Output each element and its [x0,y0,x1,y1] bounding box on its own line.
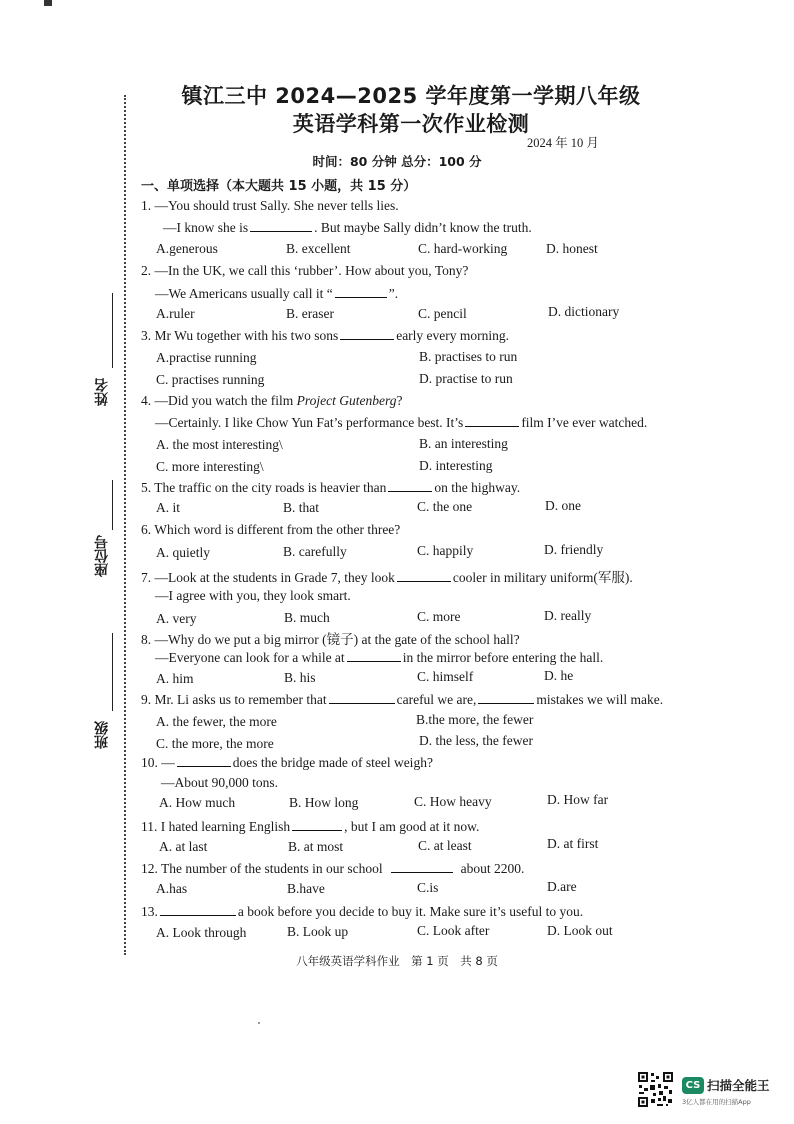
qr-code-icon [637,1071,674,1108]
answer-blank [160,903,236,916]
camscanner-logo-icon: CS [682,1077,704,1094]
q11-line1: 11. I hated learning English , but I am good at it now. [141,819,480,834]
q5-option-c: C. the one [417,499,473,514]
q11-option-d: D. at first [547,836,599,851]
q1-option-d: D. honest [546,241,598,256]
q9-option-a: A. the fewer, the more [156,714,277,729]
answer-blank [292,818,342,831]
class-field [92,633,120,753]
q5-line1: 5. The traffic on the city roads is heavier than on the highway. [141,480,521,495]
exam-title-line2: 英语学科第一次作业检测 [292,112,530,136]
section-title: 一、单项选择（本大题共 15 小题，共 15 分） [141,179,417,194]
q2-option-c: C. pencil [418,306,467,321]
page-footer: 八年级英语学科作业 第 1 页 共 8 页 [296,954,498,968]
q13-option-d: D. Look out [547,923,613,938]
scanner-app-name: 扫描全能王 [707,1078,770,1093]
q1-line2: —I know she is . But maybe Sally didn’t know the truth. [163,220,532,235]
q8-line2: —Everyone can look for a while at in the mirror before entering the hall. [155,650,604,665]
q6-option-b: B. carefully [283,544,347,559]
q4-line1: 4. —Did you watch the film Project Gutenberg? [141,393,403,408]
q4-option-d: D. interesting [419,458,493,473]
q9-option-b: B.the more, the fewer [416,712,534,727]
answer-blank [329,691,395,704]
q5-option-d: D. one [545,498,581,513]
q4-line2: —Certainly. I like Chow Yun Fat’s performance best. It’s film I’ve ever watched. [155,415,648,430]
q12-option-b: B.have [287,881,325,896]
q9-option-d: D. the less, the fewer [419,733,533,748]
name-label: 姓名 [94,378,110,406]
scan-speck [258,1022,260,1024]
q8-line1: 8. —Why do we put a big mirror (镜子) at the gate of the school hall? [141,632,520,647]
q1-option-b: B. excellent [286,241,351,256]
q13-option-c: C. Look after [417,923,490,938]
q3-option-b: B. practises to run [419,349,518,364]
q10-option-c: C. How heavy [414,794,492,809]
answer-blank [347,649,401,662]
q9-option-c: C. the more, the more [156,736,274,751]
q11-option-b: B. at most [288,839,344,854]
name-field [92,293,120,408]
q2-line1: 2. —In the UK, we call this ‘rubber’. How about you, Tony? [141,263,469,278]
q3-line1: 3. Mr Wu together with his two sons early every morning. [141,328,510,343]
answer-blank [465,414,519,427]
seat-field [92,480,120,580]
q6-line1: 6. Which word is different from the other three? [141,522,401,537]
exam-time-score: 时间：80 分钟 总分：100 分 [312,154,482,169]
answer-blank [250,219,312,232]
q1-option-c: C. hard-working [418,241,508,256]
q7-option-b: B. much [284,610,330,625]
binding-dashed-line [124,95,126,955]
q11-option-c: C. at least [418,838,472,853]
q6-option-d: D. friendly [544,542,604,557]
q7-option-a: A. very [156,611,197,626]
answer-blank [478,691,534,704]
q2-line2: —We Americans usually call it “ ”. [155,286,399,301]
answer-blank [340,327,394,340]
seat-label: 座位号 [94,535,110,577]
answer-blank [388,479,432,492]
q7-line2: —I agree with you, they look smart. [155,588,351,603]
q4-option-a: A. the most interesting\ [156,437,283,452]
scanner-app-tagline: 3亿人都在用的扫描App [682,1098,751,1106]
class-write-line [112,633,113,711]
q6-option-c: C. happily [417,543,474,558]
scan-corner-mark [44,0,52,6]
answer-blank [177,754,231,767]
q7-line1: 7. —Look at the students in Grade 7, they look cooler in military uniform(军服). [141,570,633,585]
answer-blank [391,860,453,873]
q10-option-a: A. How much [159,795,236,810]
q10-option-d: D. How far [547,792,609,807]
q5-option-b: B. that [283,500,319,515]
name-write-line [112,293,113,368]
q12-option-c: C.is [417,880,439,895]
q2-option-d: D. dictionary [548,304,620,319]
q9-line1: 9. Mr. Li asks us to remember that careful we are, mistakes we will make. [141,692,664,707]
q8-option-c: C. himself [417,669,474,684]
q3-option-c: C. practises running [156,372,265,387]
q8-option-b: B. his [284,670,316,685]
q3-option-a: A.practise running [156,350,257,365]
q3-option-d: D. practise to run [419,371,513,386]
exam-date: 2024 年 10 月 [527,136,599,150]
q5-option-a: A. it [156,500,181,515]
exam-title-line1: 镇江三中 2024—2025 学年度第一学期八年级 [181,84,641,108]
q13-option-a: A. Look through [156,925,247,940]
q1-option-a: A.generous [156,241,218,256]
q8-option-d: D. he [544,668,574,683]
class-label: 班级 [94,721,110,749]
q13-line1: 13. a book before you decide to buy it. Make sure it’s useful to you. [141,904,584,919]
q1-line1: 1. —You should trust Sally. She never tells lies. [141,198,399,213]
q12-line1: 12. The number of the students in our school about 2200. [141,861,525,876]
q2-option-b: B. eraser [286,306,334,321]
answer-blank [335,285,387,298]
q7-option-d: D. really [544,608,592,623]
seat-write-line [112,480,113,530]
q12-option-d: D.are [547,879,577,894]
q8-option-a: A. him [156,671,194,686]
answer-blank [397,569,451,582]
q6-option-a: A. quietly [156,545,210,560]
q11-option-a: A. at last [159,839,208,854]
q10-option-b: B. How long [289,795,359,810]
q10-line2: —About 90,000 tons. [161,775,279,790]
q12-option-a: A.has [156,881,188,896]
q10-line1: 10. — does the bridge made of steel weigh? [141,755,433,770]
q4-option-b: B. an interesting [419,436,508,451]
q2-option-a: A.ruler [156,306,195,321]
q13-option-b: B. Look up [287,924,349,939]
q7-option-c: C. more [417,609,461,624]
q4-option-c: C. more interesting\ [156,459,264,474]
